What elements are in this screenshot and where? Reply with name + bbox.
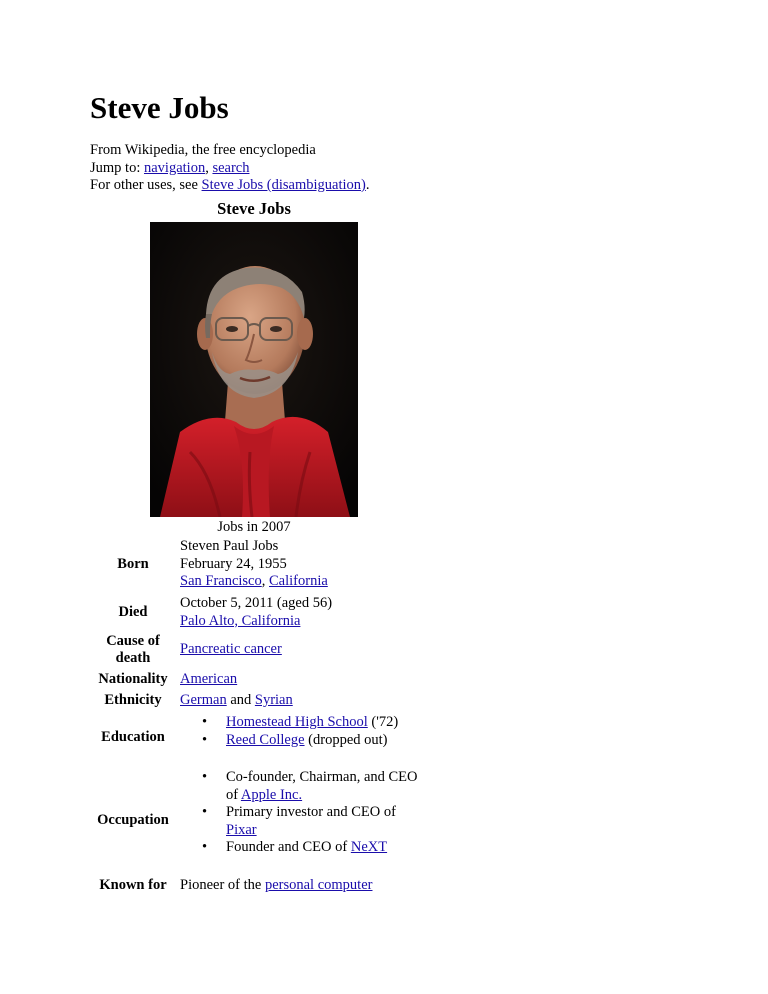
pixar-link[interactable]: Pixar (226, 821, 257, 838)
death-date: October 5, 2011 (aged 56) (180, 595, 333, 611)
search-link[interactable]: search (212, 159, 250, 176)
birth-date: February 24, 1955 (180, 555, 287, 572)
infobox-row-education (90, 714, 430, 762)
ethnicity-sep: and (226, 692, 255, 708)
jump-separator: , (205, 159, 213, 176)
occupation-list (180, 769, 420, 857)
education-item2-suffix: (dropped out) (304, 731, 388, 748)
portrait-photo (150, 222, 358, 517)
infobox-row-died (90, 595, 430, 631)
german-link[interactable]: German (180, 692, 227, 708)
american-link[interactable]: American (180, 671, 238, 687)
site-subtitle: From Wikipedia, the free encyclopedia (90, 142, 316, 158)
known-for-value (180, 877, 430, 895)
infobox-row-occupation (90, 769, 430, 873)
birth-place (180, 573, 430, 591)
jump-label: Jump to: (90, 159, 144, 176)
born-label: Born (117, 556, 149, 573)
infobox-title: Steve Jobs (217, 199, 291, 218)
birth-place-sep: , (261, 573, 269, 589)
education-item1-suffix: ('72) (367, 714, 399, 730)
known-for-text: Pioneer of the (180, 877, 265, 893)
occupation-label: Occupation (97, 812, 169, 829)
nationality-label: Nationality (98, 671, 168, 688)
died-label: Died (118, 604, 148, 621)
nationality-value (180, 671, 430, 689)
education-label: Education (101, 729, 165, 746)
personal-computer-link[interactable]: personal computer (264, 877, 373, 893)
list-item (180, 839, 420, 857)
list-item (180, 769, 420, 804)
portrait-image (150, 222, 358, 517)
hatnote (90, 177, 370, 195)
birth-name: Steven Paul Jobs (180, 538, 279, 554)
page-title: Steve Jobs (90, 90, 229, 125)
died-value (180, 595, 430, 630)
infobox-row-nationality (90, 671, 430, 689)
education-value (180, 714, 430, 749)
infobox-row-cause (90, 632, 430, 668)
ethnicity-value (180, 692, 430, 710)
occupation-item1-text: Co-founder, Chairman, and CEO of (226, 769, 418, 803)
jump-links (90, 160, 370, 178)
list-item (180, 714, 430, 732)
san-francisco-link[interactable]: San Francisco (180, 573, 262, 589)
infobox-row-born (90, 538, 430, 592)
infobox-row-known-for (90, 877, 430, 895)
cause-label: Cause of death (106, 632, 160, 666)
ethnicity-label: Ethnicity (104, 692, 162, 709)
occupation-value (180, 769, 420, 857)
list-item (180, 732, 430, 750)
occupation-item3-text: Founder and CEO of (226, 839, 351, 855)
born-value (180, 538, 430, 591)
next-link[interactable]: NeXT (350, 839, 388, 855)
list-item (180, 804, 420, 839)
photo-caption: Jobs in 2007 (217, 519, 291, 535)
palo-alto-link[interactable]: Palo Alto, California (180, 612, 301, 629)
occupation-item2-text: Primary investor and CEO of (226, 804, 396, 820)
apple-inc-link[interactable]: Apple Inc. (240, 786, 303, 803)
california-link[interactable]: California (269, 573, 328, 589)
hatnote-period: . (365, 177, 370, 193)
known-for-label: Known for (99, 877, 167, 894)
cause-value (180, 641, 430, 659)
syrian-link[interactable]: Syrian (254, 692, 293, 708)
hatnote-text: For other uses, see (90, 177, 202, 193)
disambiguation-link[interactable]: Steve Jobs (disambiguation) (201, 177, 366, 193)
homestead-high-school-link[interactable]: Homestead High School (226, 714, 368, 730)
pancreatic-cancer-link[interactable]: Pancreatic cancer (180, 641, 282, 657)
infobox-row-ethnicity (90, 692, 430, 710)
reed-college-link[interactable]: Reed College (226, 731, 305, 748)
intro (90, 142, 370, 195)
education-list (180, 714, 430, 749)
navigation-link[interactable]: navigation (143, 159, 206, 176)
